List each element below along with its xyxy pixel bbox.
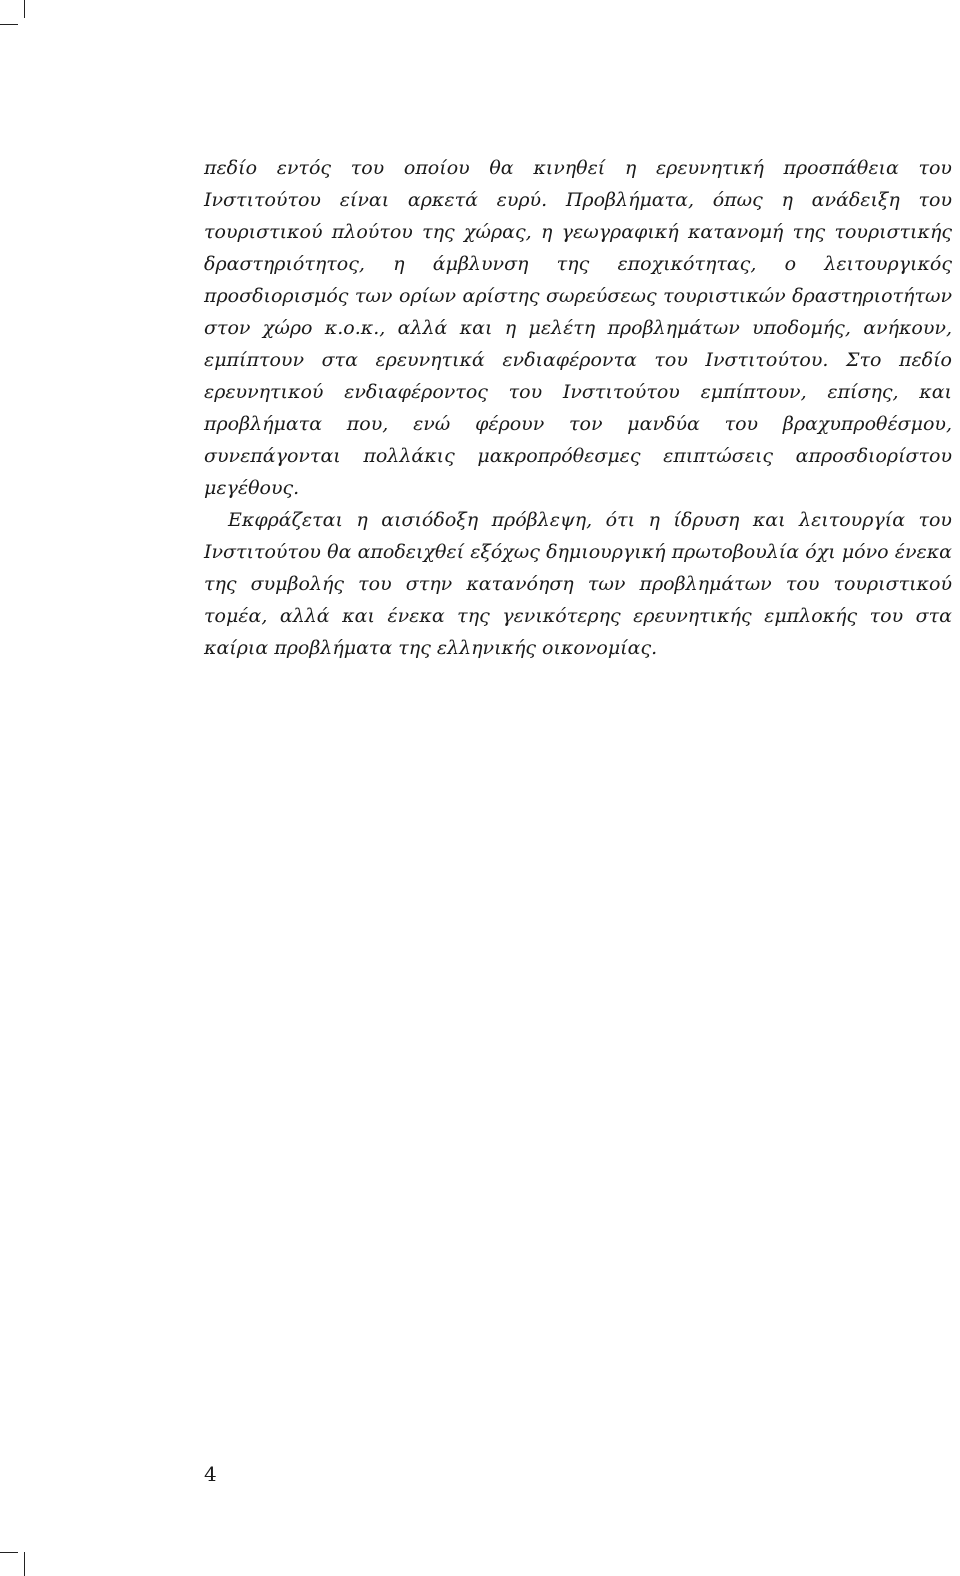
crop-mark-bottom-vertical bbox=[24, 1552, 25, 1576]
paragraph-2: Εκφράζεται η αισιόδοξη πρόβλεψη, ότι η ίδρυση και λειτουργία του Ινστιτούτου θα αποδειχθεί εξόχως δημιουργική πρωτοβουλία όχι μόνο ένεκα της συμβολής του στην κατανόηση των προβλημάτων του τουριστικού τομέα, αλλά και ένεκα της γενικότερης ερευνητικής εμπλοκής του στα καίρια προβλήματα της ελληνικής οικονομίας. bbox=[204, 509, 952, 659]
body-text bbox=[204, 152, 952, 664]
paragraph-1: πεδίο εντός του οποίου θα κινηθεί η ερευνητική προσπάθεια του Ινστιτούτου είναι αρκετά ευρύ. Προβλήματα, όπως η ανάδειξη του τουριστικού πλούτου της χώρας, η γεωγραφική κατανομή της τουριστικής δραστηριότητος, η άμβλυνση της εποχικότητας, ο λειτουργικός προσδιορισμός των ορίων αρίστης σωρεύσεως τουριστικών δραστηριοτήτων στον χώρο κ.ο.κ., αλλά και η μελέτη προβλημάτων υποδομής, ανήκουν, εμπίπτουν στα ερευνητικά ενδιαφέροντα του Ινστιτούτου. Στο πεδίο ερευνητικού ενδιαφέροντος του Ινστιτούτου εμπίπτουν, επίσης, και προβλήματα που, ενώ φέρουν τον μανδύα του βραχυπροθέσμου, συνεπάγονται πολλάκις μακροπρόθεσμες επιπτώσεις απροσδιορίστου μεγέθους. bbox=[204, 157, 952, 499]
crop-mark-top-horizontal bbox=[0, 24, 18, 25]
crop-mark-top-vertical bbox=[24, 0, 25, 18]
page-number: 4 bbox=[204, 1462, 217, 1486]
crop-mark-bottom-horizontal bbox=[0, 1552, 18, 1553]
